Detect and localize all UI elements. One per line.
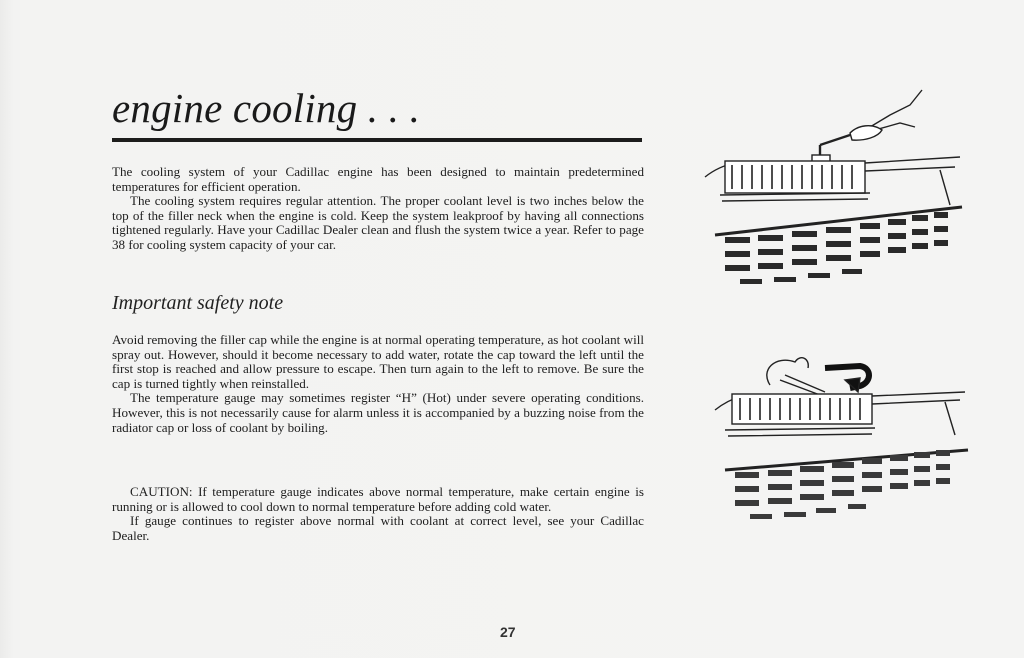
intro-paragraph-2: The cooling system requires regular attention. The proper coolant level is two inches below the top of the filler neck when the engine is cold. Keep the system leakproof by having all connections tightened regularly. Have your Cadillac Dealer clean and flush the system twice a year. Refer to page 38 for cooling system capacity of your car.	[112, 193, 644, 252]
radiator-cap-rotate-illustration	[700, 350, 970, 535]
title-underline	[112, 138, 642, 142]
safety-section	[112, 333, 644, 435]
caution-paragraph-1: CAUTION: If temperature gauge indicates above normal temperature, make certain engine is running or is allowed to cool down to normal temperature before adding cold water.	[112, 484, 644, 514]
safety-paragraph-1: Avoid removing the filler cap while the engine is at normal operating temperature, as hot coolant will spray out. However, should it become necessary to add water, rotate the cap toward the left until the first stop is reached and allow pressure to escape. Then turn again to the left to remove. Be sure the cap is turned tightly when reinstalled.	[112, 332, 644, 391]
safety-heading: Important safety note	[112, 292, 284, 314]
page-number: 27	[500, 624, 516, 640]
caution-section	[112, 485, 644, 543]
page-title: engine cooling . . .	[112, 85, 421, 131]
caution-paragraph-2: If gauge continues to register above normal with coolant at correct level, see your Cadillac Dealer.	[112, 513, 644, 543]
radiator-cap-hand-illustration	[700, 85, 970, 300]
intro-paragraph-1: The cooling system of your Cadillac engine has been designed to maintain predetermined temperatures for efficient operation.	[112, 164, 644, 194]
intro-section	[112, 165, 644, 253]
safety-paragraph-2: The temperature gauge may sometimes register “H” (Hot) under severe operating conditions. However, this is not necessarily cause for alarm unless it is accompanied by a buzzing noise from the radiator cap or loss of coolant by boiling.	[112, 390, 644, 435]
